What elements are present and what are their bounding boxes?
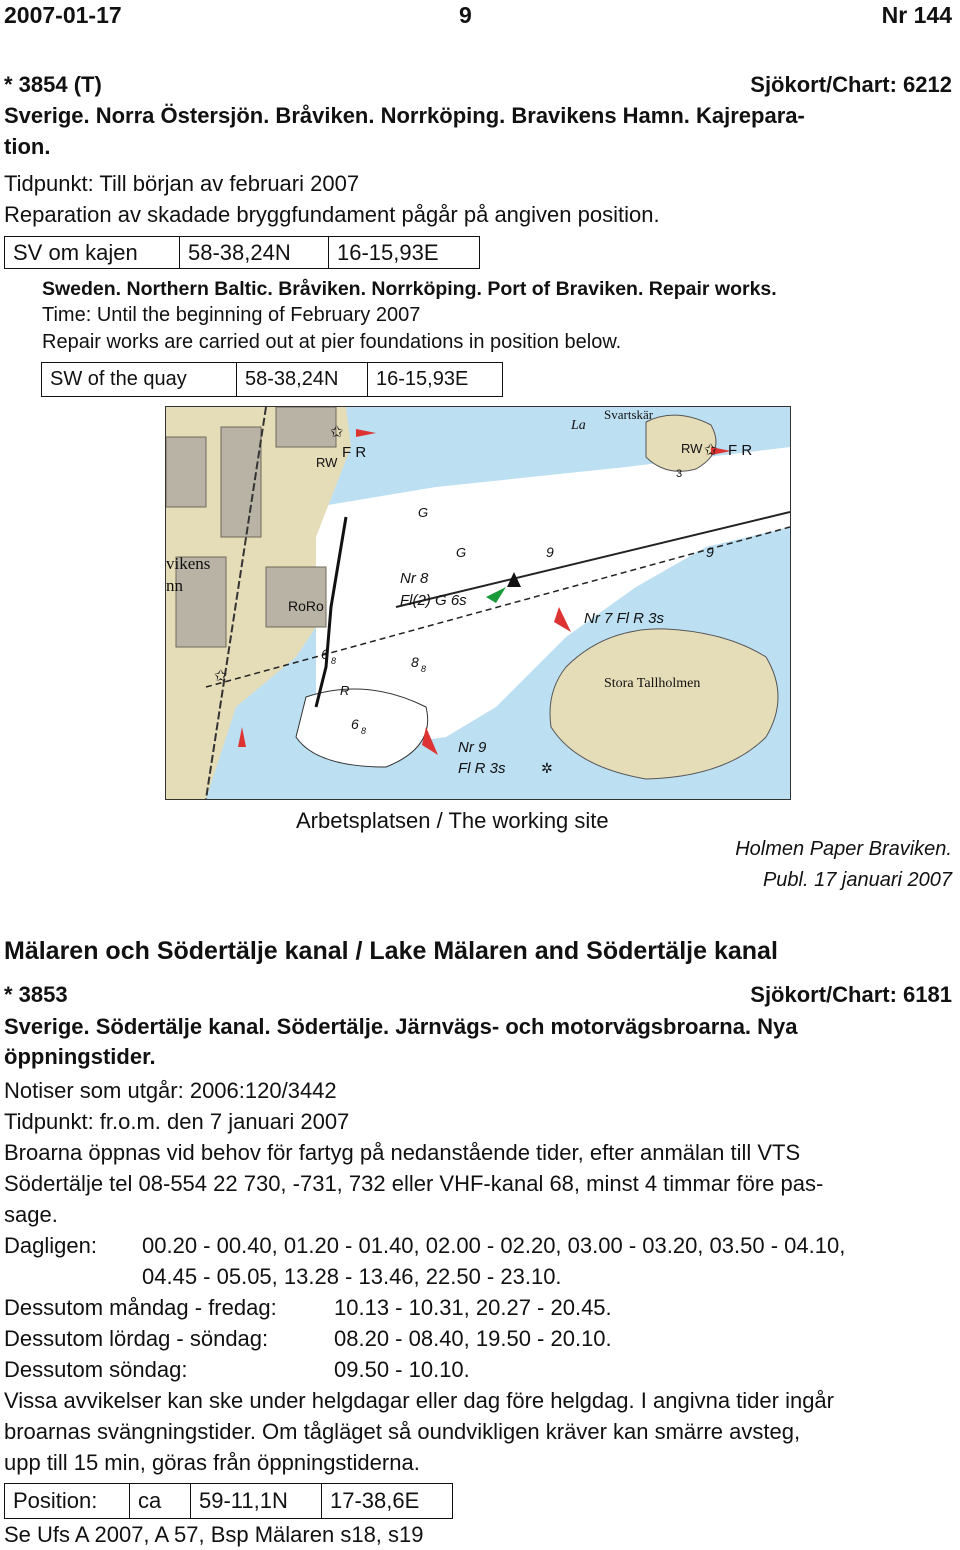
chart-label-rw-nw: RW bbox=[316, 455, 338, 470]
notice2-note-3: upp till 15 min, göras från öppningstiderna. bbox=[4, 1450, 420, 1475]
chart-label-nn: nn bbox=[166, 576, 183, 595]
chart-label-stora-tallholmen: Stora Tallholmen bbox=[604, 676, 701, 691]
pos-sv-label: SV om kajen bbox=[5, 237, 180, 268]
notice2-expires: Notiser som utgår: 2006:120/3442 bbox=[4, 1078, 337, 1103]
schedule-sun-label: Dessutom söndag: bbox=[4, 1357, 188, 1382]
notice1-chart: Sjökort/Chart: 6212 bbox=[750, 72, 952, 97]
section-title: Mälaren och Södertälje kanal / Lake Mälaren and Södertälje kanal bbox=[4, 937, 778, 965]
chart-building bbox=[221, 427, 261, 537]
notice2-desc-3: sage. bbox=[4, 1202, 58, 1227]
chart-label-nr9: Nr 9 bbox=[458, 739, 487, 756]
notice2-chart: Sjökort/Chart: 6181 bbox=[750, 982, 952, 1007]
chart-label-depth-6-b: 6 bbox=[351, 716, 359, 732]
chart-label-depth-8: 8 bbox=[411, 654, 419, 670]
notice1-source: Holmen Paper Braviken. bbox=[735, 838, 952, 860]
pos2-lat: 59-11,1N bbox=[191, 1484, 322, 1518]
pos2-label: Position: bbox=[5, 1484, 130, 1518]
lighthouse-icon: ✩ bbox=[704, 442, 718, 459]
notice1-position-box-sv bbox=[4, 236, 480, 269]
chart-label-svartskar: Svartskär bbox=[604, 407, 654, 422]
pos-en-lon: 16-15,93E bbox=[376, 368, 469, 390]
chart-label-depth-6: 6 bbox=[321, 646, 329, 662]
nautical-chart bbox=[165, 406, 791, 800]
chart-label-g1: G bbox=[418, 505, 429, 520]
notice2-references: Se Ufs A 2007, A 57, Bsp Mälaren s18, s19 bbox=[4, 1522, 424, 1547]
notice1-title-sv-2: tion. bbox=[4, 134, 51, 159]
chart-label-depth-9a: 9 bbox=[546, 544, 554, 560]
notice2-desc-1: Broarna öppnas vid behov för fartyg på nedanstående tider, efter anmälan till VTS bbox=[4, 1140, 801, 1165]
schedule-daily-label: Dagligen: bbox=[4, 1233, 97, 1258]
notice2-note-2: broarnas svängningstider. Om tågläget så oundvikligen kräver kan smärre avsteg, bbox=[4, 1419, 801, 1444]
notice1-publ: Publ. 17 januari 2007 bbox=[762, 869, 952, 891]
notice2-title-1: Sverige. Södertälje kanal. Södertälje. Järnvägs- och motorvägsbroarna. Nya bbox=[4, 1014, 798, 1039]
header-issue: Nr 144 bbox=[881, 2, 952, 28]
chart-label-fr-nw: F R bbox=[342, 444, 367, 461]
chart-building bbox=[166, 437, 206, 507]
chart-label-nr8: Nr 8 bbox=[400, 570, 429, 587]
notice2-desc-2: Södertälje tel 08-554 22 730, -731, 732 eller VHF-kanal 68, minst 4 timmar före pas- bbox=[4, 1171, 824, 1196]
chart-label-three: 3 bbox=[676, 468, 683, 480]
header-date: 2007-01-17 bbox=[4, 2, 122, 28]
notice2-id: * 3853 bbox=[4, 982, 68, 1007]
schedule-mf-label: Dessutom måndag - fredag: bbox=[4, 1295, 277, 1320]
chart-label-rw-ne: RW bbox=[681, 441, 703, 456]
notice1-position-box-en bbox=[41, 362, 503, 397]
notice2-time: Tidpunkt: fr.o.m. den 7 januari 2007 bbox=[4, 1109, 350, 1134]
chart-label-fr-ne: F R bbox=[728, 442, 753, 459]
notice1-title-sv-1: Sverige. Norra Östersjön. Bråviken. Norrköping. Bravikens Hamn. Kajrepara- bbox=[4, 103, 805, 128]
lighthouse-icon: ✩ bbox=[214, 668, 228, 685]
chart-label-nr9-light: Fl R 3s bbox=[458, 760, 506, 777]
notice1-time-sv: Tidpunkt: Till början av februari 2007 bbox=[4, 171, 360, 196]
pos2-ca: ca bbox=[130, 1484, 191, 1518]
chart-label-r: R bbox=[340, 683, 350, 698]
notice1-id: * 3854 (T) bbox=[4, 72, 102, 97]
lighthouse-icon: ✩ bbox=[330, 424, 344, 441]
chart-label-g2: G bbox=[456, 545, 467, 560]
chart-building bbox=[276, 407, 336, 447]
pos-sv-lon: 16-15,93E bbox=[337, 240, 439, 265]
chart-label-nr8-light: Fl(2) G 6s bbox=[400, 592, 467, 609]
notice1-desc-en: Repair works are carried out at pier foundations in position below. bbox=[42, 331, 622, 353]
schedule-ls: 08.20 - 08.40, 19.50 - 20.10. bbox=[334, 1326, 612, 1351]
chart-caption: Arbetsplatsen / The working site bbox=[296, 808, 609, 833]
chart-label-depth-6-b-sub: 8 bbox=[361, 726, 367, 736]
chart-label-depth-8-sub: 8 bbox=[421, 664, 427, 674]
notice2-title-2: öppningstider. bbox=[4, 1044, 156, 1069]
schedule-daily-2: 04.45 - 05.05, 13.28 - 13.46, 22.50 - 23.10. bbox=[142, 1264, 562, 1289]
rock-icon: ✲ bbox=[541, 760, 553, 776]
pos-sv-lat: 58-38,24N bbox=[180, 237, 329, 268]
notice2-position-box bbox=[4, 1483, 453, 1519]
pos-en-label: SW of the quay bbox=[42, 363, 237, 396]
notice1-time-en: Time: Until the beginning of February 2007 bbox=[42, 304, 421, 326]
schedule-mf: 10.13 - 10.31, 20.27 - 20.45. bbox=[334, 1295, 612, 1320]
header-page-number: 9 bbox=[459, 2, 472, 28]
notice1-desc-sv: Reparation av skadade bryggfundament pågår på angiven position. bbox=[4, 202, 660, 227]
notice1-title-en: Sweden. Northern Baltic. Bråviken. Norrköping. Port of Braviken. Repair works. bbox=[42, 278, 777, 300]
chart-label-depth-9b: 9 bbox=[706, 544, 714, 560]
chart-building bbox=[266, 567, 326, 627]
notice2-note-1: Vissa avvikelser kan ske under helgdagar eller dag före helgdag. I angivna tider ingår bbox=[4, 1388, 834, 1413]
schedule-sun: 09.50 - 10.10. bbox=[334, 1357, 470, 1382]
chart-label-nr7: Nr 7 Fl R 3s bbox=[584, 610, 665, 627]
chart-label-depth-6-sub: 8 bbox=[331, 656, 337, 666]
chart-label-vikens: vikens bbox=[166, 554, 211, 573]
pos2-lon: 17-38,6E bbox=[330, 1488, 420, 1513]
pos-en-lat: 58-38,24N bbox=[237, 363, 368, 396]
chart-label-roro: RoRo bbox=[288, 598, 324, 614]
schedule-daily-1: 00.20 - 00.40, 01.20 - 01.40, 02.00 - 02.20, 03.00 - 03.20, 03.50 - 04.10, bbox=[142, 1233, 846, 1258]
chart-label-la: La bbox=[571, 418, 586, 433]
schedule-ls-label: Dessutom lördag - söndag: bbox=[4, 1326, 269, 1351]
